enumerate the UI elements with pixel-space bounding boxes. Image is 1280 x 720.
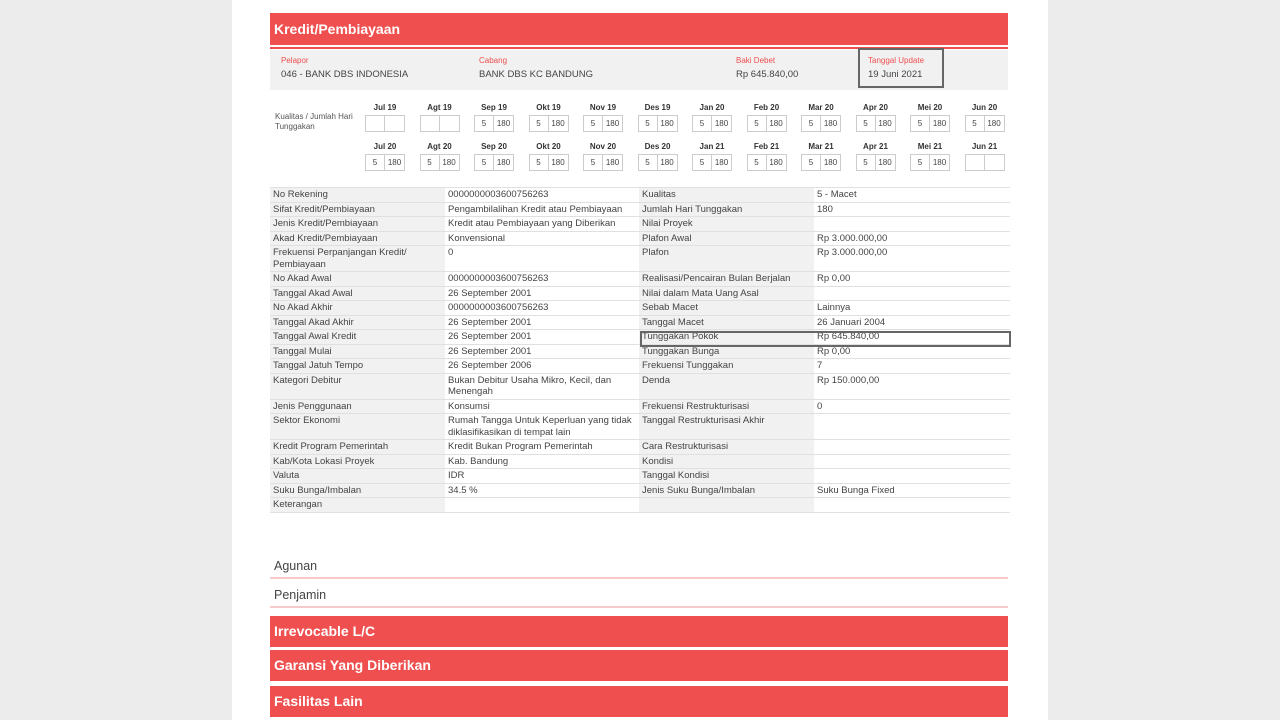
- month-status-box: [856, 115, 895, 132]
- field-value: 26 Januari 2004: [814, 315, 1010, 330]
- section-irrevocable-lc[interactable]: Irrevocable L/C: [270, 616, 1008, 647]
- field-value: 26 September 2001: [445, 315, 639, 330]
- month-status-box: [856, 154, 895, 171]
- quality-value: [420, 115, 440, 132]
- month-status-box: [583, 154, 622, 171]
- days-overdue-value: [984, 154, 1005, 171]
- field-label: Tanggal Restrukturisasi Akhir: [639, 414, 814, 440]
- quality-value: 5: [583, 154, 603, 171]
- field-value: [814, 217, 1010, 232]
- field-label: Kab/Kota Lokasi Proyek: [270, 454, 445, 469]
- quality-value: 5: [583, 115, 603, 132]
- month-status-box: [692, 115, 731, 132]
- table-row: [270, 414, 1010, 440]
- field-label: Nilai dalam Mata Uang Asal: [639, 286, 814, 301]
- field-value: 0000000003600756263: [445, 301, 639, 316]
- field-value: [814, 440, 1010, 455]
- cabang-label: Cabang: [479, 56, 508, 65]
- field-value: 26 September 2001: [445, 286, 639, 301]
- field-value: Rp 3.000.000,00: [814, 246, 1010, 272]
- month-status-box: [365, 115, 404, 132]
- days-overdue-value: 180: [875, 115, 896, 132]
- field-label: Akad Kredit/Pembiayaan: [270, 231, 445, 246]
- quality-value: 5: [910, 115, 930, 132]
- tanggal-update-value: 19 Juni 2021: [868, 69, 923, 80]
- days-overdue-value: 180: [384, 154, 405, 171]
- quality-value: 5: [365, 154, 385, 171]
- field-label: Tunggakan Pokok: [639, 330, 814, 345]
- field-label: Tanggal Akad Akhir: [270, 315, 445, 330]
- section-garansi[interactable]: Garansi Yang Diberikan: [270, 650, 1008, 681]
- field-value: [814, 414, 1010, 440]
- field-value: 26 September 2006: [445, 359, 639, 374]
- quality-value: 5: [420, 154, 440, 171]
- month-status-box: [965, 154, 1004, 171]
- field-label: Plafon Awal: [639, 231, 814, 246]
- quality-value: [965, 154, 985, 171]
- quality-value: [365, 115, 385, 132]
- table-row: [270, 202, 1010, 217]
- field-label: Tanggal Mulai: [270, 344, 445, 359]
- month-status-box: [529, 154, 568, 171]
- month-status-box: [910, 115, 949, 132]
- quality-value: 5: [910, 154, 930, 171]
- table-row: [270, 359, 1010, 374]
- field-value: Rp 150.000,00: [814, 373, 1010, 399]
- field-value: 0000000003600756263: [445, 272, 639, 287]
- field-value: [814, 498, 1010, 513]
- month-label: Feb 21: [753, 142, 780, 151]
- days-overdue-value: [384, 115, 405, 132]
- field-value: Kredit atau Pembiayaan yang Diberikan: [445, 217, 639, 232]
- field-label: Suku Bunga/Imbalan: [270, 483, 445, 498]
- field-label: No Akad Awal: [270, 272, 445, 287]
- quality-value: 5: [747, 115, 767, 132]
- field-label: Tanggal Macet: [639, 315, 814, 330]
- month-label: Mei 21: [917, 142, 943, 151]
- month-label: Agt 20: [427, 142, 452, 151]
- days-overdue-value: 180: [820, 154, 841, 171]
- month-label: Nov 20: [589, 142, 617, 151]
- field-value: 0000000003600756263: [445, 188, 639, 203]
- month-status-box: [801, 115, 840, 132]
- field-label: Kategori Debitur: [270, 373, 445, 399]
- month-label: Jul 20: [373, 142, 397, 151]
- quality-value: 5: [801, 154, 821, 171]
- field-value: 5 - Macet: [814, 188, 1010, 203]
- month-label: Sep 20: [481, 142, 507, 151]
- field-value: 26 September 2001: [445, 330, 639, 345]
- month-status-box: [583, 115, 622, 132]
- month-status-box: [365, 154, 404, 171]
- field-label: Frekuensi Restrukturisasi: [639, 399, 814, 414]
- month-label: Mei 20: [917, 103, 943, 112]
- month-label: Mar 21: [808, 142, 834, 151]
- month-status-box: [529, 115, 568, 132]
- report-page: [232, 0, 1048, 720]
- table-row: [270, 231, 1010, 246]
- field-label: Sebab Macet: [639, 301, 814, 316]
- month-status-box: [910, 154, 949, 171]
- month-label: Jan 21: [699, 142, 725, 151]
- table-row: [270, 188, 1010, 203]
- days-overdue-value: 180: [657, 154, 678, 171]
- quality-value: 5: [965, 115, 985, 132]
- month-status-box: [747, 154, 786, 171]
- days-overdue-value: 180: [875, 154, 896, 171]
- month-label: Okt 19: [536, 103, 561, 112]
- field-value: Lainnya: [814, 301, 1010, 316]
- month-status-box: [801, 154, 840, 171]
- quality-value: 5: [529, 115, 549, 132]
- days-overdue-value: 180: [657, 115, 678, 132]
- field-label: No Akad Akhir: [270, 301, 445, 316]
- table-row: [270, 469, 1010, 484]
- field-label: Kualitas: [639, 188, 814, 203]
- month-status-box: [965, 115, 1004, 132]
- quality-title: Kualitas / Jumlah Hari Tunggakan: [275, 112, 353, 131]
- table-row: [270, 246, 1010, 272]
- field-value: Rumah Tangga Untuk Keperluan yang tidak diklasifikasikan di tempat lain: [445, 414, 639, 440]
- field-value: [814, 469, 1010, 484]
- field-value: Konsumsi: [445, 399, 639, 414]
- field-value: Pengambilalihan Kredit atau Pembiayaan: [445, 202, 639, 217]
- month-status-box: [420, 115, 459, 132]
- quality-value: 5: [474, 115, 494, 132]
- pelapor-label: Pelapor: [281, 56, 309, 65]
- field-value: 26 September 2001: [445, 344, 639, 359]
- field-value: Rp 645.840,00: [814, 330, 1010, 345]
- days-overdue-value: 180: [766, 115, 787, 132]
- field-label: Valuta: [270, 469, 445, 484]
- field-value: Kredit Bukan Program Pemerintah: [445, 440, 639, 455]
- month-status-box: [747, 115, 786, 132]
- field-label: Frekuensi Tunggakan: [639, 359, 814, 374]
- month-label: Mar 20: [808, 103, 834, 112]
- month-label: Des 20: [644, 142, 671, 151]
- month-label: Jun 21: [971, 142, 998, 151]
- section-agunan[interactable]: Agunan: [270, 553, 1008, 579]
- quality-value: 5: [856, 115, 876, 132]
- month-status-box: [692, 154, 731, 171]
- month-label: Apr 21: [863, 142, 888, 151]
- month-status-box: [638, 115, 677, 132]
- quality-value: 5: [638, 154, 658, 171]
- table-row: [270, 399, 1010, 414]
- field-label: Jenis Penggunaan: [270, 399, 445, 414]
- field-value: 0: [814, 399, 1010, 414]
- days-overdue-value: 180: [766, 154, 787, 171]
- credit-detail-table: [270, 187, 1010, 513]
- field-label: Nilai Proyek: [639, 217, 814, 232]
- month-label: Apr 20: [863, 103, 888, 112]
- field-label: Sektor Ekonomi: [270, 414, 445, 440]
- quality-value: 5: [692, 154, 712, 171]
- section-penjamin[interactable]: Penjamin: [270, 582, 1008, 608]
- quality-value: 5: [801, 115, 821, 132]
- field-label: Tanggal Kondisi: [639, 469, 814, 484]
- field-label: Cara Restrukturisasi: [639, 440, 814, 455]
- field-value: 0: [445, 246, 639, 272]
- table-row: [270, 498, 1010, 513]
- quality-value: 5: [529, 154, 549, 171]
- field-label: Tanggal Awal Kredit: [270, 330, 445, 345]
- days-overdue-value: 180: [984, 115, 1005, 132]
- tanggal-update-label: Tanggal Update: [868, 56, 925, 65]
- month-status-box: [420, 154, 459, 171]
- quality-value: 5: [856, 154, 876, 171]
- field-value: Konvensional: [445, 231, 639, 246]
- month-status-box: [474, 154, 513, 171]
- field-label: Realisasi/Pencairan Bulan Berjalan: [639, 272, 814, 287]
- table-row: [270, 373, 1010, 399]
- field-value: Suku Bunga Fixed: [814, 483, 1010, 498]
- baki-debet-label: Baki Debet: [736, 56, 776, 65]
- field-label: Plafon: [639, 246, 814, 272]
- field-label: Sifat Kredit/Pembiayaan: [270, 202, 445, 217]
- field-label: Tanggal Akad Awal: [270, 286, 445, 301]
- field-value: 180: [814, 202, 1010, 217]
- table-row: [270, 483, 1010, 498]
- days-overdue-value: 180: [711, 154, 732, 171]
- field-label: Tunggakan Bunga: [639, 344, 814, 359]
- field-label: Jenis Suku Bunga/Imbalan: [639, 483, 814, 498]
- field-value: Rp 3.000.000,00: [814, 231, 1010, 246]
- section-fasilitas-lain[interactable]: Fasilitas Lain: [270, 686, 1008, 717]
- field-label: Frekuensi Perpanjangan Kredit/ Pembiayaan: [270, 246, 445, 272]
- table-row: [270, 454, 1010, 469]
- field-value: Bukan Debitur Usaha Mikro, Kecil, dan Menengah: [445, 373, 639, 399]
- field-value: 7: [814, 359, 1010, 374]
- table-row: [270, 301, 1010, 316]
- month-status-box: [474, 115, 513, 132]
- table-row: [270, 217, 1010, 232]
- cabang-cell: [479, 56, 593, 80]
- month-label: Nov 19: [589, 103, 617, 112]
- days-overdue-value: 180: [929, 154, 950, 171]
- month-label: Agt 19: [427, 103, 452, 112]
- days-overdue-value: 180: [439, 154, 460, 171]
- month-label: Jul 19: [373, 103, 397, 112]
- month-label: Okt 20: [536, 142, 561, 151]
- baki-debet-cell: [736, 56, 798, 80]
- days-overdue-value: 180: [820, 115, 841, 132]
- tanggal-macet-highlight: [640, 331, 1011, 347]
- field-value: Kab. Bandung: [445, 454, 639, 469]
- field-label: Denda: [639, 373, 814, 399]
- days-overdue-value: 180: [548, 154, 569, 171]
- field-label: Tanggal Jatuh Tempo: [270, 359, 445, 374]
- field-label: No Rekening: [270, 188, 445, 203]
- month-status-box: [638, 154, 677, 171]
- section-header-kredit[interactable]: Kredit/Pembiayaan: [270, 13, 1008, 45]
- pelapor-cell: [281, 56, 408, 80]
- table-row: [270, 440, 1010, 455]
- field-value: [445, 498, 639, 513]
- days-overdue-value: 180: [602, 154, 623, 171]
- days-overdue-value: 180: [711, 115, 732, 132]
- month-label: Des 19: [644, 103, 671, 112]
- days-overdue-value: 180: [493, 154, 514, 171]
- month-label: Jun 20: [971, 103, 998, 112]
- cabang-value: BANK DBS KC BANDUNG: [479, 69, 594, 80]
- table-row: [270, 286, 1010, 301]
- tanggal-update-highlight: [858, 48, 944, 88]
- baki-debet-value: Rp 645.840,00: [736, 69, 799, 80]
- field-value: Rp 0,00: [814, 272, 1010, 287]
- table-row: [270, 272, 1010, 287]
- field-value: [814, 454, 1010, 469]
- quality-value: 5: [638, 115, 658, 132]
- field-value: Rp 0,00: [814, 344, 1010, 359]
- days-overdue-value: [439, 115, 460, 132]
- field-label: Kredit Program Pemerintah: [270, 440, 445, 455]
- days-overdue-value: 180: [929, 115, 950, 132]
- month-label: Feb 20: [753, 103, 780, 112]
- field-label: Keterangan: [270, 498, 445, 513]
- field-label: Jumlah Hari Tunggakan: [639, 202, 814, 217]
- month-label: Jan 20: [699, 103, 725, 112]
- quality-value: 5: [474, 154, 494, 171]
- field-value: IDR: [445, 469, 639, 484]
- quality-value: 5: [692, 115, 712, 132]
- field-label: Jenis Kredit/Pembiayaan: [270, 217, 445, 232]
- days-overdue-value: 180: [602, 115, 623, 132]
- days-overdue-value: 180: [548, 115, 569, 132]
- field-label: [639, 498, 814, 513]
- table-row: [270, 315, 1010, 330]
- field-label: Kondisi: [639, 454, 814, 469]
- month-label: Sep 19: [481, 103, 507, 112]
- quality-value: 5: [747, 154, 767, 171]
- pelapor-value: 046 - BANK DBS INDONESIA: [281, 69, 409, 80]
- field-value: [814, 286, 1010, 301]
- days-overdue-value: 180: [493, 115, 514, 132]
- field-value: 34.5 %: [445, 483, 639, 498]
